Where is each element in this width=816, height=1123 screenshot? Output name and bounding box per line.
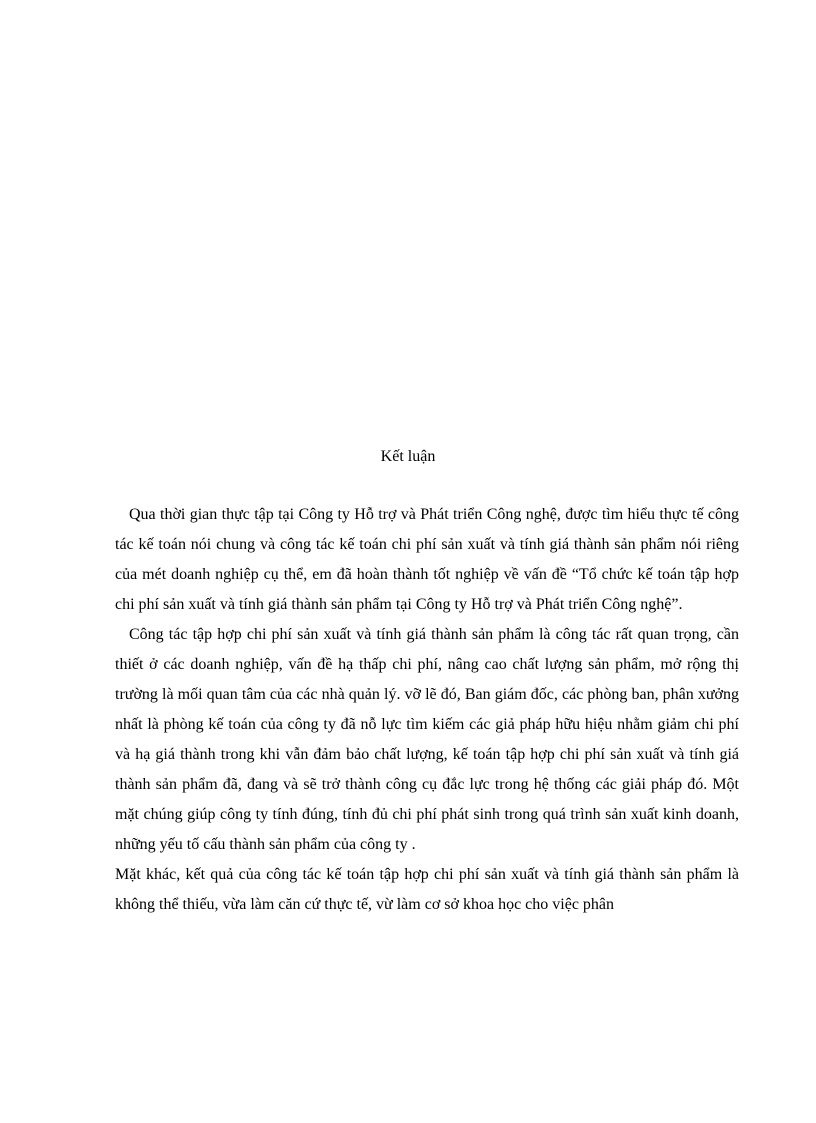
document-body xyxy=(115,500,739,920)
paragraph-2: Công tác tập hợp chi phí sản xuất và tính giá thành sản phẩm là công tác rất quan trọng, cần thiết ở các doanh nghiệp, vấn đề hạ thấp chi phí, nâng cao chất lượng sản phẩm, mở rộng thị trường là mối quan tâm của các nhà quản lý. vỡ lẽ đó, Ban giám đốc, các phòng ban, phân xưởng nhất là phòng kế toán của công ty đã nỗ lực tìm kiếm các giả pháp hữu hiệu nhằm giảm chi phí và hạ giá thành trong khi vẫn đảm bảo chất lượng, kế toán tập hợp chi phí sản xuất và tính giá thành sản phẩm đã, đang và sẽ trở thành công cụ đắc lực trong hệ thống các giải pháp đó. Một mặt chúng giúp công ty tính đúng, tính đủ chi phí phát sinh trong quá trình sản xuất kinh doanh, những yếu tố cấu thành sản phẩm của công ty . xyxy=(115,626,739,853)
paragraph-3: Mặt khác, kết quả của công tác kế toán tập hợp chi phí sản xuất và tính giá thành sản phẩm là không thể thiếu, vừa làm căn cứ thực tế, vừ làm cơ sở khoa học cho việc phân xyxy=(115,866,739,913)
page-title: Kết luận xyxy=(380,448,436,465)
paragraph-1: Qua thời gian thực tập tại Công ty Hỗ trợ và Phát triển Công nghệ, được tìm hiểu thực tế công tác kế toán nói chung và công tác kế toán chi phí sản xuất và tính giá thành sản phẩm nói riêng của mét doanh nghiệp cụ thể, em đã hoàn thành tốt nghiệp về vấn đề “Tổ chức kế toán tập hợp chi phí sản xuất và tính giá thành sản phẩm tại Công ty Hỗ trợ và Phát triển Công nghệ”. xyxy=(115,506,739,613)
